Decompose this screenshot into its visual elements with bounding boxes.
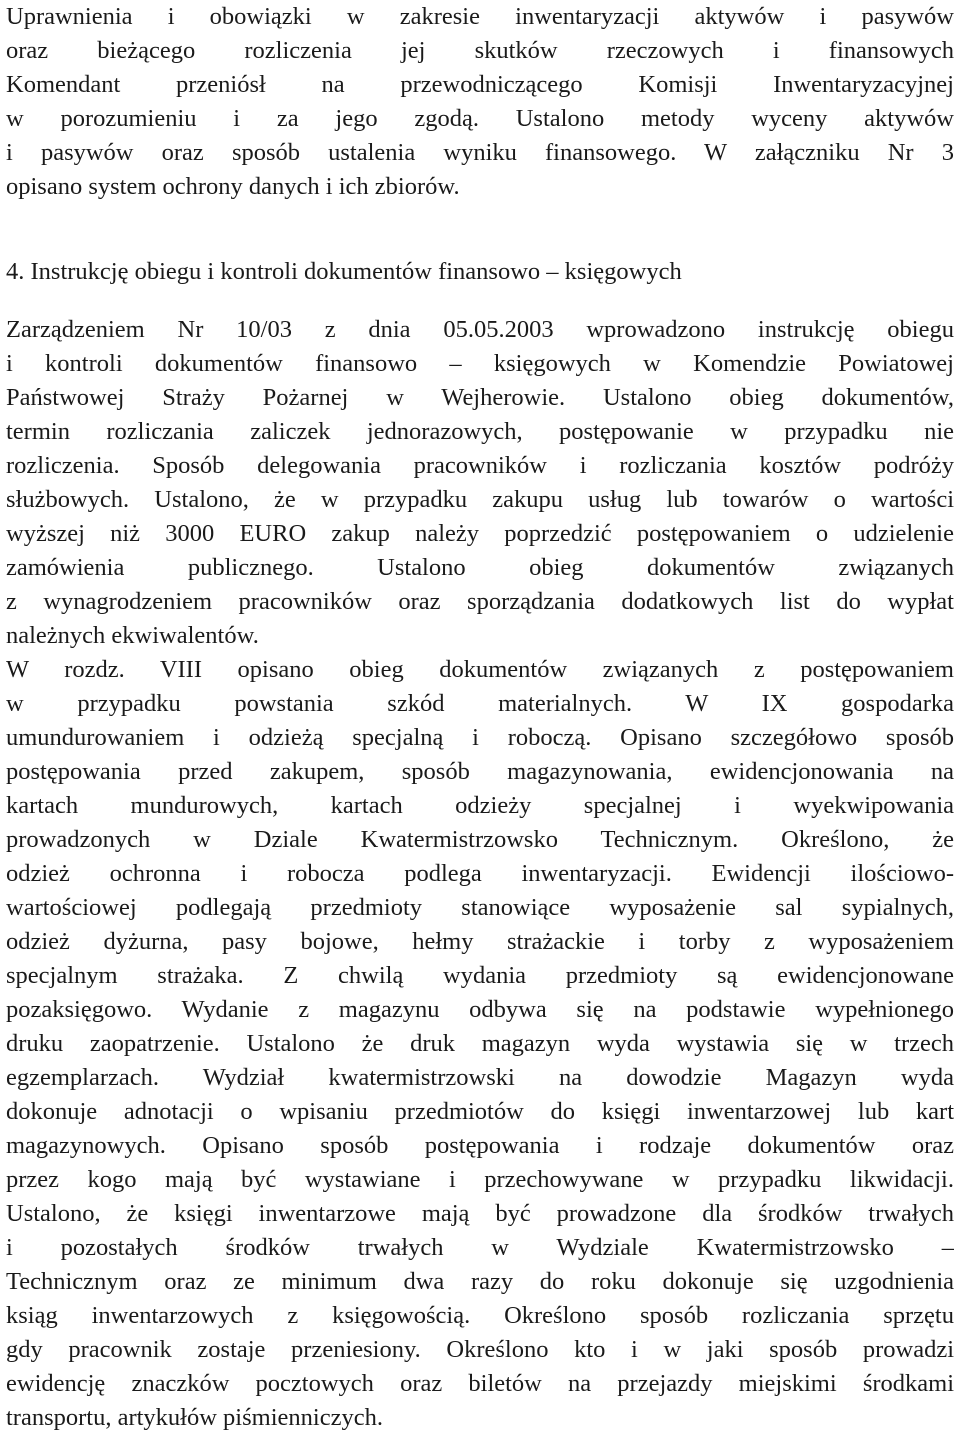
text-line: z wynagrodzeniem pracowników oraz sporządzania dodatkowych list do wypłat (6, 588, 954, 615)
text-line: wartościowej podlegają przedmioty stanowiące wyposażenie sal sypialnych, (6, 894, 954, 921)
text-line: Uprawnienia i obowiązki w zakresie inwentaryzacji aktywów i pasywów (6, 3, 954, 30)
text-line: należnych ekwiwalentów. (6, 622, 259, 649)
text-line: umundurowaniem i odzieżą specjalną i roboczą. Opisano szczegółowo sposób (6, 724, 954, 751)
text-line: przez kogo mają być wystawiane i przechowywane w przypadku likwidacji. (6, 1166, 954, 1193)
text-line: oraz bieżącego rozliczenia jej skutków rzeczowych i finansowych (6, 37, 954, 64)
text-line: w przypadku powstania szkód materialnych. W IX gospodarka (6, 690, 954, 717)
text-line: i pozostałych środków trwałych w Wydziale Kwatermistrzowsko – (6, 1234, 954, 1261)
text-line: i kontroli dokumentów finansowo – księgowych w Komendzie Powiatowej (6, 350, 954, 377)
text-line: prowadzonych w Dziale Kwatermistrzowsko Technicznym. Określono, że (6, 826, 954, 853)
text-line: druku zaopatrzenie. Ustalono że druk magazyn wyda wystawia się w trzech (6, 1030, 954, 1057)
paragraph-inventory-rights (6, 0, 954, 204)
text-line: ewidencję znaczków pocztowych oraz biletów na przejazdy miejskimi środkami (6, 1370, 954, 1397)
text-line: odzież ochronna i robocza podlega inwentaryzacji. Ewidencji ilościowo- (6, 860, 954, 887)
text-line: specjalnym strażaka. Z chwilą wydania przedmioty są ewidencjonowane (6, 962, 954, 989)
text-line: zamówienia publicznego. Ustalono obieg dokumentów związanych (6, 554, 954, 581)
text-line: w porozumieniu i za jego zgodą. Ustalono metody wyceny aktywów (6, 105, 954, 132)
text-line: kartach mundurowych, kartach odzieży specjalnej i wyekwipowania (6, 792, 954, 819)
text-line: postępowania przed zakupem, sposób magazynowania, ewidencjonowania na (6, 758, 954, 785)
text-line: pozaksięgowo. Wydanie z magazynu odbywa się na podstawie wypełnionego (6, 996, 954, 1023)
text-line: transportu, artykułów piśmienniczych. (6, 1404, 383, 1431)
text-line: odzież dyżurna, pasy bojowe, hełmy strażackie i torby z wyposażeniem (6, 928, 954, 955)
document-page (6, 0, 954, 1435)
text-line: egzemplarzach. Wydział kwatermistrzowski na dowodzie Magazyn wyda (6, 1064, 954, 1091)
text-line: dokonuje adnotacji o wpisaniu przedmiotów do księgi inwentarzowej lub kart (6, 1098, 954, 1125)
text-line: magazynowych. Opisano sposób postępowania i rodzaje dokumentów oraz (6, 1132, 954, 1159)
text-line: rozliczenia. Sposób delegowania pracowników i rozliczania kosztów podróży (6, 452, 954, 479)
section-heading: 4. Instrukcję obiegu i kontroli dokumentów finansowo – księgowych (6, 258, 682, 285)
text-line: służbowych. Ustalono, że w przypadku zakupu usług lub towarów o wartości (6, 486, 954, 513)
text-line: Technicznym oraz ze minimum dwa razy do roku dokonuje się uzgodnienia (6, 1268, 954, 1295)
text-line: opisano system ochrony danych i ich zbiorów. (6, 173, 460, 200)
text-line: Komendant przeniósł na przewodniczącego Komisji Inwentaryzacyjnej (6, 71, 954, 98)
text-line: wyższej niż 3000 EURO zakup należy poprzedzić postępowaniem o udzielenie (6, 520, 954, 547)
text-line: gdy pracownik zostaje przeniesiony. Określono kto i w jaki sposób prowadzi (6, 1336, 954, 1363)
paragraph-document-flow (6, 313, 954, 1435)
text-line: Ustalono, że księgi inwentarzowe mają być prowadzone dla środków trwałych (6, 1200, 954, 1227)
text-line: Państwowej Straży Pożarnej w Wejherowie. Ustalono obieg dokumentów, (6, 384, 954, 411)
text-line: ksiąg inwentarzowych z księgowością. Określono sposób rozliczania sprzętu (6, 1302, 954, 1329)
text-line: W rozdz. VIII opisano obieg dokumentów związanych z postępowaniem (6, 656, 954, 683)
text-line: i pasywów oraz sposób ustalenia wyniku finansowego. W załączniku Nr 3 (6, 139, 954, 166)
text-line: Zarządzeniem Nr 10/03 z dnia 05.05.2003 wprowadzono instrukcję obiegu (6, 316, 954, 343)
text-line: termin rozliczania zaliczek jednorazowych, postępowanie w przypadku nie (6, 418, 954, 445)
